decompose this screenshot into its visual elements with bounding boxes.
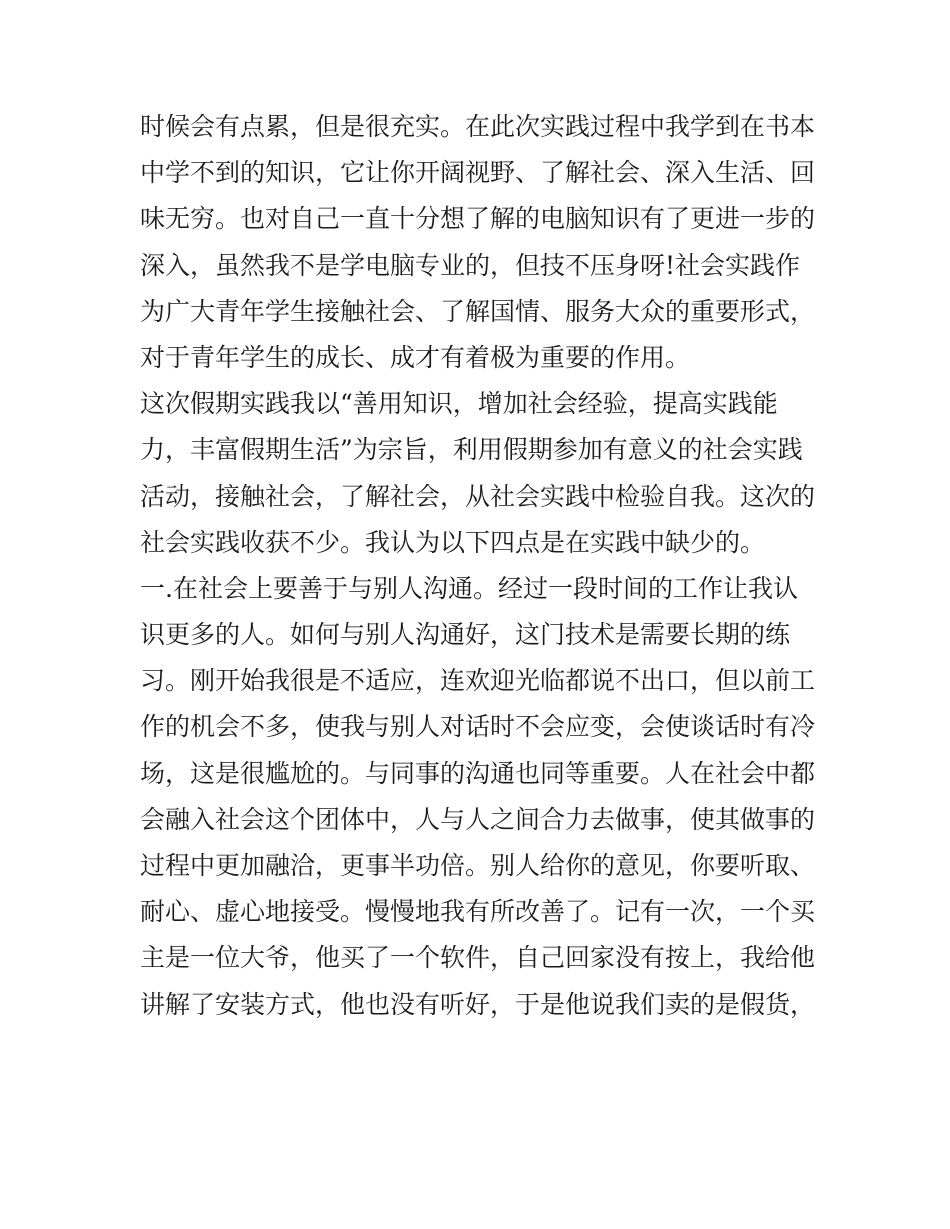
text-line: 社会实践收获不少。我认为以下四点是在实践中缺少的。 — [140, 527, 766, 557]
text-line: 场，这是很尴尬的。与同事的沟通也同等重要。人在社会中都 — [140, 758, 816, 788]
text-line: 活动，接触社会，了解社会，从社会实践中检验自我。这次的 — [140, 481, 816, 511]
text-line: 对于青年学生的成长、成才有着极为重要的作用。 — [140, 342, 691, 372]
text-line: 识更多的人。如何与别人沟通好，这门技术是需要长期的练 — [140, 620, 791, 650]
text-line: 作的机会不多，使我与别人对话时不会应变，会使谈话时有冷 — [140, 712, 816, 742]
text-line: 为广大青年学生接触社会、了解国情、服务大众的重要形式， — [140, 296, 816, 326]
text-line: 时候会有点累，但是很充实。在此次实践过程中我学到在书本 — [140, 112, 816, 141]
text-line: 一.在社会上要善于与别人沟通。经过一段时间的工作让我认 — [140, 573, 798, 603]
text-line: 深入，虽然我不是学电脑专业的，但技不压身呀!社会实践作 — [140, 250, 801, 280]
text-line: 会融入社会这个团体中，人与人之间合力去做事，使其做事的 — [140, 804, 816, 834]
text-line: 过程中更加融洽，更事半功倍。别人给你的意见，你要听取、 — [140, 851, 816, 880]
document-body — [140, 104, 830, 1028]
text-line: 这次假期实践我以“善用知识，增加社会经验，提高实践能 — [140, 389, 778, 419]
text-line: 习。刚开始我很是不适应，连欢迎光临都说不出口，但以前工 — [140, 666, 816, 696]
text-line: 讲解了安装方式，他也没有听好，于是他说我们卖的是假货， — [140, 989, 816, 1019]
text-line: 味无穷。也对自己一直十分想了解的电脑知识有了更进一步的 — [140, 204, 816, 234]
text-line: 力，丰富假期生活”为宗旨，利用假期参加有意义的社会实践 — [140, 435, 803, 465]
text-line: 中学不到的知识，它让你开阔视野、了解社会、深入生活、回 — [140, 158, 816, 188]
text-line: 耐心、虚心地接受。慢慢地我有所改善了。记有一次，一个买 — [140, 897, 816, 927]
text-line: 主是一位大爷，他买了一个软件，自己回家没有按上，我给他 — [140, 943, 816, 973]
